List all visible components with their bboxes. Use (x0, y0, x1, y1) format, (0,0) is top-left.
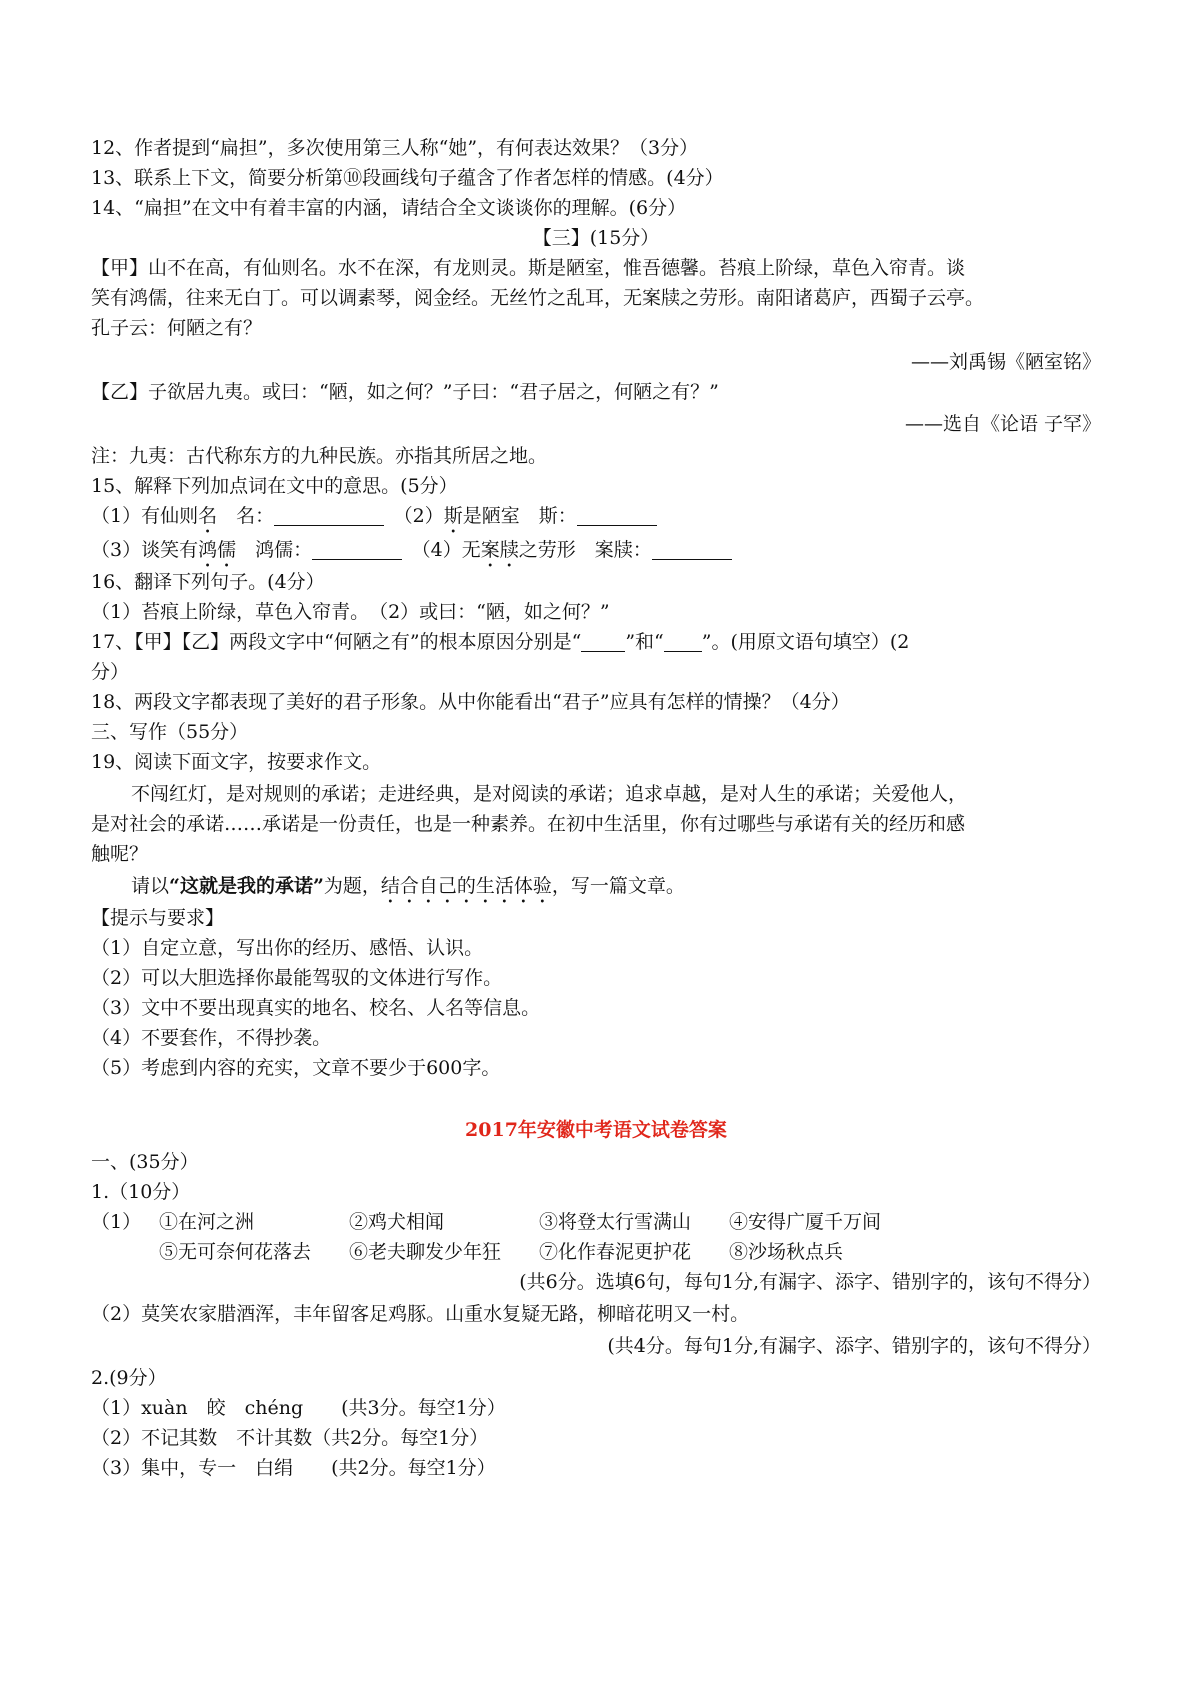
question-14: 14、“扁担”在文中有着丰富的内涵，请结合全文谈谈你的理解。(6分） (91, 197, 687, 219)
tip-2: （2）可以大胆选择你最能驾驭的文体进行写作。 (91, 967, 503, 989)
answer-1-note-2: (共4分。每句1分,有漏字、添字、错别字的，该句不得分） (607, 1335, 1101, 1357)
dotted-word: 斯 (443, 505, 463, 527)
question-15-row-1: （1）有仙则名 名： （2）斯是陋室 斯： (91, 500, 1101, 532)
answer-2-part-1: （1）xuàn 皎 chéng (共3分。每空1分） (91, 1397, 506, 1419)
prompt-line-3: 触呢？ (91, 843, 149, 865)
passage-jia-line-2: 笑有鸿儒，往来无白丁。可以调素琴，阅金经。无丝竹之乱耳，无案牍之劳形。南阳诸葛庐，西蜀子云亭。 (91, 287, 985, 309)
answer-2-heading: 2.(9分） (91, 1367, 167, 1389)
annotation-note: 注：九夷：古代称东方的九种民族。亦指其所居之地。 (91, 445, 548, 467)
tip-4: （4）不要套作，不得抄袭。 (91, 1027, 332, 1049)
writing-heading: 三、写作（55分） (91, 721, 249, 743)
essay-title: “这就是我的承诺” (169, 875, 324, 897)
answer-item: ⑦化作春泥更护花 (539, 1241, 692, 1263)
answer-blank[interactable] (664, 629, 702, 652)
answer-2-part-2: （2）不记其数 不计其数（共2分。每空1分） (91, 1427, 489, 1449)
passage-jia-source: ——刘禹锡《陋室铭》 (910, 351, 1101, 373)
question-16: 16、翻译下列句子。(4分） (91, 571, 325, 593)
answer-1-heading: 1.（10分） (91, 1181, 191, 1203)
question-12: 12、作者提到“扁担”，多次使用第三人称“她”，有何表达效果？（3分） (91, 137, 699, 159)
section-3-heading: 【三】(15分） (532, 227, 660, 249)
tip-5: （5）考虑到内容的充实，文章不要少于600字。 (91, 1057, 501, 1079)
dotted-word: 名 (198, 505, 218, 527)
prompt-title-line: 请以“这就是我的承诺”为题，结合自己的生活体验，写一篇文章。 (131, 875, 685, 897)
answer-1-part-2: （2）莫笑农家腊酒浑，丰年留客足鸡豚。山重水复疑无路，柳暗花明又一村。 (91, 1303, 750, 1325)
answer-1-note-1: (共6分。选填6句，每句1分,有漏字、添字、错别字的，该句不得分） (519, 1271, 1101, 1293)
answer-item: ⑥老夫聊发少年狂 (349, 1241, 502, 1263)
passage-jia-line-3: 孔子云：何陋之有？ (91, 317, 263, 339)
question-13: 13、联系上下文，简要分析第⑩段画线句子蕴含了作者怎样的情感。(4分） (91, 167, 724, 189)
tip-1: （1）自定立意，写出你的经历、感悟、认识。 (91, 937, 484, 959)
answer-item: ③将登太行雪满山 (539, 1211, 692, 1233)
tips-heading: 【提示与要求】 (91, 907, 225, 929)
answers-title: 2017年安徽中考语文试卷答案 (465, 1119, 727, 1141)
answers-part-1: 一、(35分） (91, 1151, 199, 1173)
dotted-word: 案牍 (480, 539, 519, 561)
question-17-line-1: 17、【甲】【乙】两段文字中“何陋之有”的根本原因分别是“ ”和“ ”。(用原文语句填空）(2 (91, 631, 910, 653)
answer-item: ②鸡犬相闻 (349, 1211, 445, 1233)
tip-3: （3）文中不要出现真实的地名、校名、人名等信息。 (91, 997, 541, 1019)
answer-blank[interactable] (652, 537, 732, 560)
answer-2-part-3: （3）集中，专一 白绢 (共2分。每空1分） (91, 1457, 496, 1479)
question-16-items: （1）苔痕上阶绿，草色入帘青。 （2）或曰：“陋，如之何？” (91, 601, 610, 623)
question-18: 18、两段文字都表现了美好的君子形象。从中你能看出“君子”应具有怎样的情操？（4分） (91, 691, 850, 713)
answer-blank[interactable] (312, 537, 402, 560)
answer-1-row-1: （1） ①在河之洲 ②鸡犬相闻 ③将登太行雪满山 ④安得广厦千万间 (91, 1206, 1101, 1238)
question-15: 15、解释下列加点词在文中的意思。(5分） (91, 475, 458, 497)
prompt-line-1: 不闯红灯，是对规则的承诺；走进经典，是对阅读的承诺；追求卓越，是对人生的承诺；关爱他人， (131, 783, 968, 805)
answer-item: ⑧沙场秋点兵 (729, 1241, 844, 1263)
answer-1-row-2 (91, 1236, 1101, 1268)
passage-yi: 【乙】子欲居九夷。或曰：“陋，如之何？”子曰：“君子居之，何陋之有？” (91, 381, 719, 403)
answer-item: ①在河之洲 (159, 1211, 255, 1233)
dotted-phrase: 结合自己的生活体验 (380, 875, 552, 897)
answer-item: ④安得广厦千万间 (729, 1211, 882, 1233)
answer-blank[interactable] (581, 629, 625, 652)
passage-jia-line-1: 【甲】山不在高，有仙则名。水不在深，有龙则灵。斯是陋室，惟吾德馨。苔痕上阶绿，草色入帘青。谈 (91, 257, 966, 279)
answer-blank[interactable] (274, 503, 384, 526)
answer-blank[interactable] (577, 503, 657, 526)
passage-yi-source: ——选自《论语 子罕》 (904, 413, 1101, 435)
answer-item: ⑤无可奈何花落去 (159, 1241, 312, 1263)
question-17-line-2: 分） (91, 661, 130, 683)
dotted-word: 鸿儒 (198, 539, 237, 561)
question-19: 19、阅读下面文字，按要求作文。 (91, 751, 382, 773)
prompt-line-2: 是对社会的承诺……承诺是一份责任，也是一种素养。在初中生活里，你有过哪些与承诺有关的经历和感 (91, 813, 966, 835)
question-15-row-2: （3）谈笑有鸿儒 鸿儒： （4）无案牍之劳形 案牍： (91, 534, 1101, 566)
